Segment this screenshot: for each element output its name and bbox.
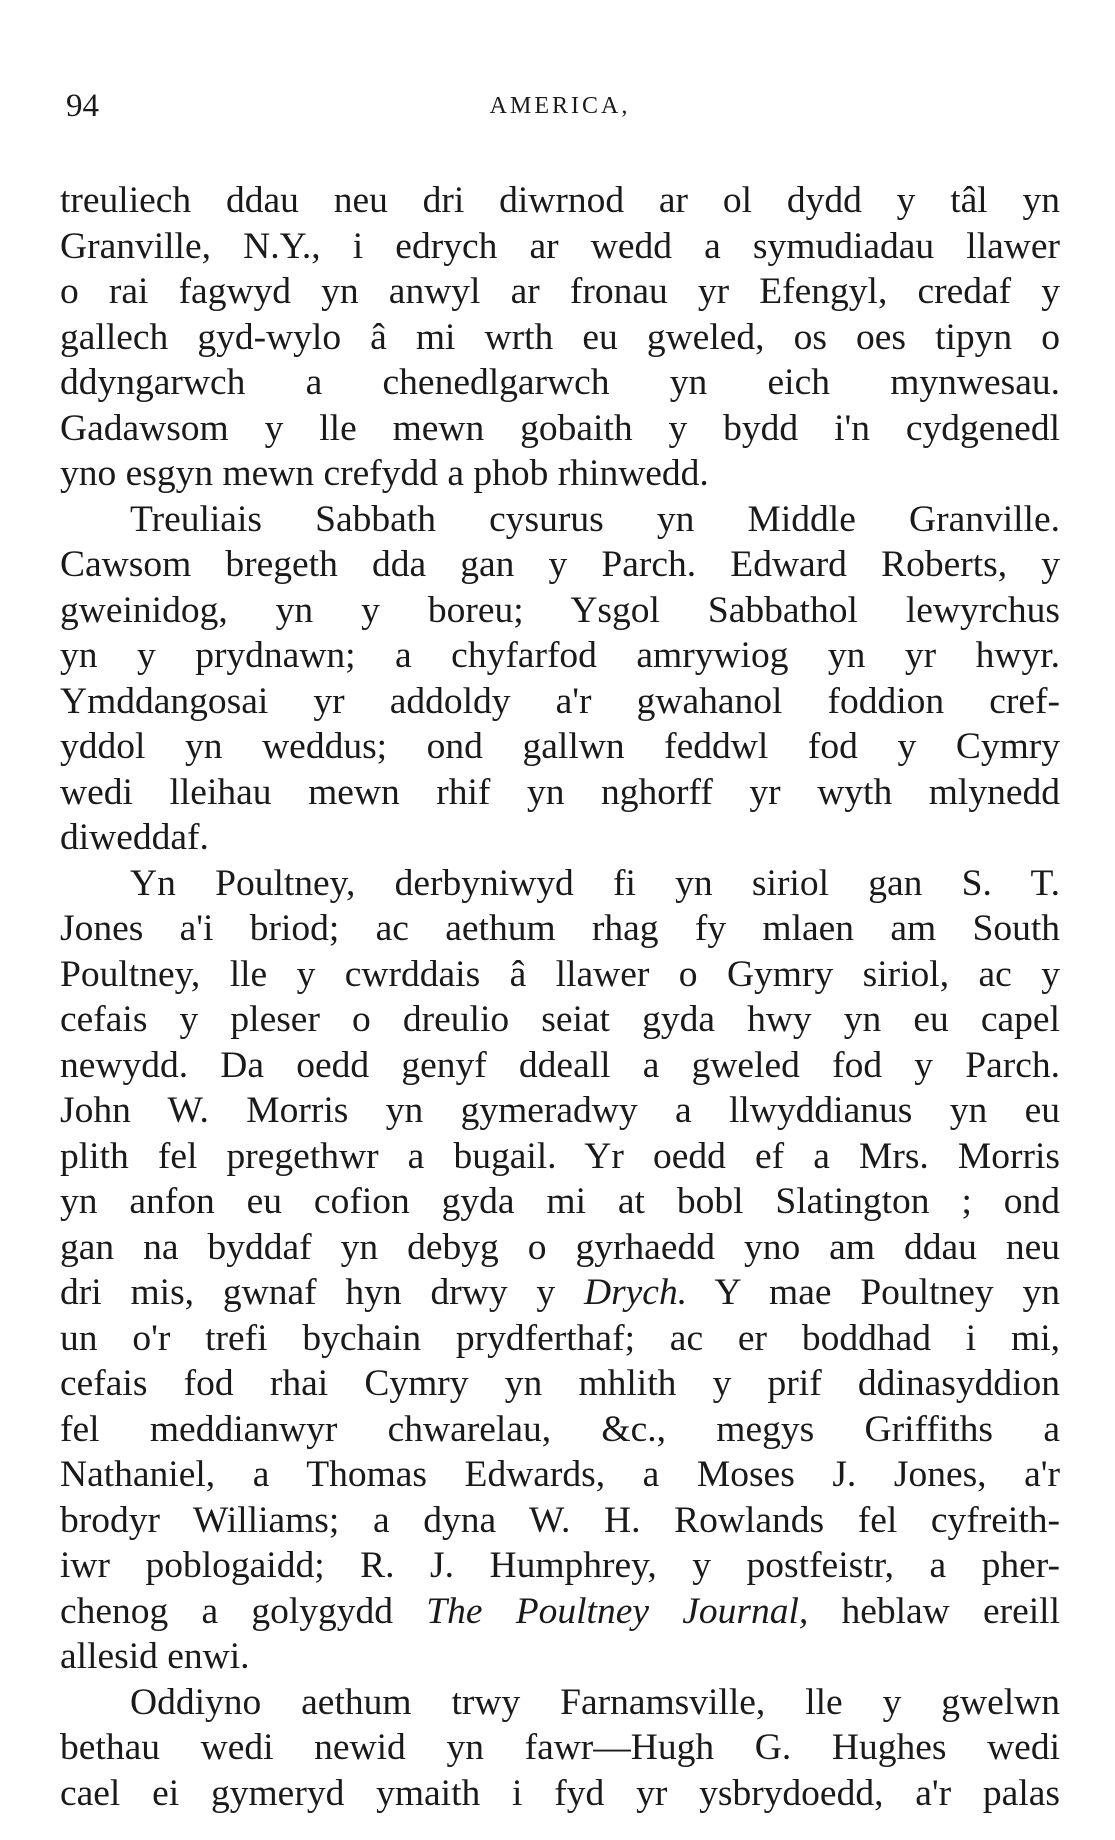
text-line: cefais y pleser o dreulio seiat gyda hwy yn eu capel	[60, 999, 1060, 1040]
text-line: treuliech ddau neu dri diwrnod ar ol dydd y tâl yn	[60, 180, 1060, 221]
text-line: o rai fagwyd yn anwyl ar fronau yr Efengyl, credaf y	[60, 271, 1060, 312]
text-line: gweinidog, yn y boreu; Ysgol Sabbathol lewyrchus	[60, 589, 1060, 631]
text-line: yno esgyn mewn crefydd a phob rhinwedd.	[60, 453, 709, 494]
paragraph-1	[60, 178, 1060, 497]
text-line: diweddaf.	[60, 817, 209, 858]
text-line: Ymddangosai yr addoldy a'r gwahanol foddion cref-	[60, 680, 1060, 722]
text-line: yn y prydnawn; a chyfarfod amrywiog yn yr hwyr.	[60, 635, 1060, 676]
text-line: iwr poblogaidd; R. J. Humphrey, y postfeistr, a pher-	[60, 1545, 1060, 1586]
text-line: Gadawsom y lle mewn gobaith y bydd i'n cydgenedl	[60, 407, 1060, 449]
text-line: ddyngarwch a chenedlgarwch yn eich mynwesau.	[60, 362, 1060, 403]
text-line: Granville, N.Y., i edrych ar wedd a symudiadau llawer	[60, 225, 1060, 267]
text-line-drych	[60, 1270, 1060, 1316]
text-line: yn anfon eu cofion gyda mi at bobl Slatington ; ond	[60, 1181, 1060, 1222]
text-line: cefais fod rhai Cymry yn mhlith y prif ddinasyddion	[60, 1363, 1060, 1404]
text-line: Jones a'i briod; ac aethum rhag fy mlaen am South	[60, 908, 1060, 949]
text-line: newydd. Da oedd genyf ddeall a gweled fod y Parch.	[60, 1044, 1060, 1086]
paragraph-2	[60, 497, 1060, 861]
running-title: AMERICA,	[489, 93, 631, 119]
text-line: fel meddianwyr chwarelau, &c., megys Griffiths a	[60, 1408, 1060, 1450]
text-segment: Y mae Poultney yn	[687, 1272, 1060, 1313]
text-line: John W. Morris yn gymeradwy a llwyddianus yn eu	[60, 1090, 1060, 1131]
text-line: bethau wedi newid yn fawr—Hugh G. Hughes wedi	[60, 1727, 1060, 1768]
text-segment: heblaw ereill	[808, 1590, 1060, 1632]
text-line: un o'r trefi bychain prydferthaf; ac er boddhad i mi,	[60, 1317, 1060, 1359]
text-line: yddol yn weddus; ond gallwn feddwl fod y Cymry	[60, 726, 1060, 767]
text-line: Treuliais Sabbath cysurus yn Middle Granville.	[130, 498, 1060, 540]
text-line: Poultney, lle y cwrddais â llawer o Gymry siriol, ac y	[60, 953, 1060, 995]
text-body	[60, 178, 1060, 1816]
text-segment: dri mis, gwnaf hyn drwy y	[60, 1272, 584, 1313]
text-line: wedi lleihau mewn rhif yn nghorff yr wyth mlynedd	[60, 771, 1060, 813]
text-line: cael ei gymeryd ymaith i fyd yr ysbrydoedd, a'r palas	[60, 1772, 1060, 1814]
text-line: Nathaniel, a Thomas Edwards, a Moses J. Jones, a'r	[60, 1454, 1060, 1495]
book-page	[60, 80, 1060, 1816]
running-head	[60, 80, 1060, 130]
text-segment: chenog a golygydd	[60, 1590, 427, 1632]
text-line: brodyr Williams; a dyna W. H. Rowlands fel cyfreith-	[60, 1499, 1060, 1541]
text-line: allesid enwi.	[60, 1636, 250, 1677]
text-line: gallech gyd-wylo â mi wrth eu gweled, os oes tipyn o	[60, 316, 1060, 358]
page-number: 94	[66, 88, 99, 124]
text-line: Yn Poultney, derbyniwyd fi yn siriol gan S. T.	[130, 862, 1060, 904]
paragraph-3	[60, 861, 1060, 1680]
italic-title-poultney-journal: The Poultney Journal,	[426, 1590, 809, 1632]
text-line-journal	[60, 1589, 1060, 1635]
text-line: Cawsom bregeth dda gan y Parch. Edward Roberts, y	[60, 544, 1060, 585]
text-line: plith fel pregethwr a bugail. Yr oedd ef a Mrs. Morris	[60, 1135, 1060, 1177]
text-line: Oddiyno aethum trwy Farnamsville, lle y gwelwn	[130, 1681, 1060, 1723]
italic-title-drych: Drych.	[583, 1272, 688, 1313]
paragraph-4	[60, 1680, 1060, 1817]
text-line: gan na byddaf yn debyg o gyrhaedd yno am ddau neu	[60, 1226, 1060, 1268]
